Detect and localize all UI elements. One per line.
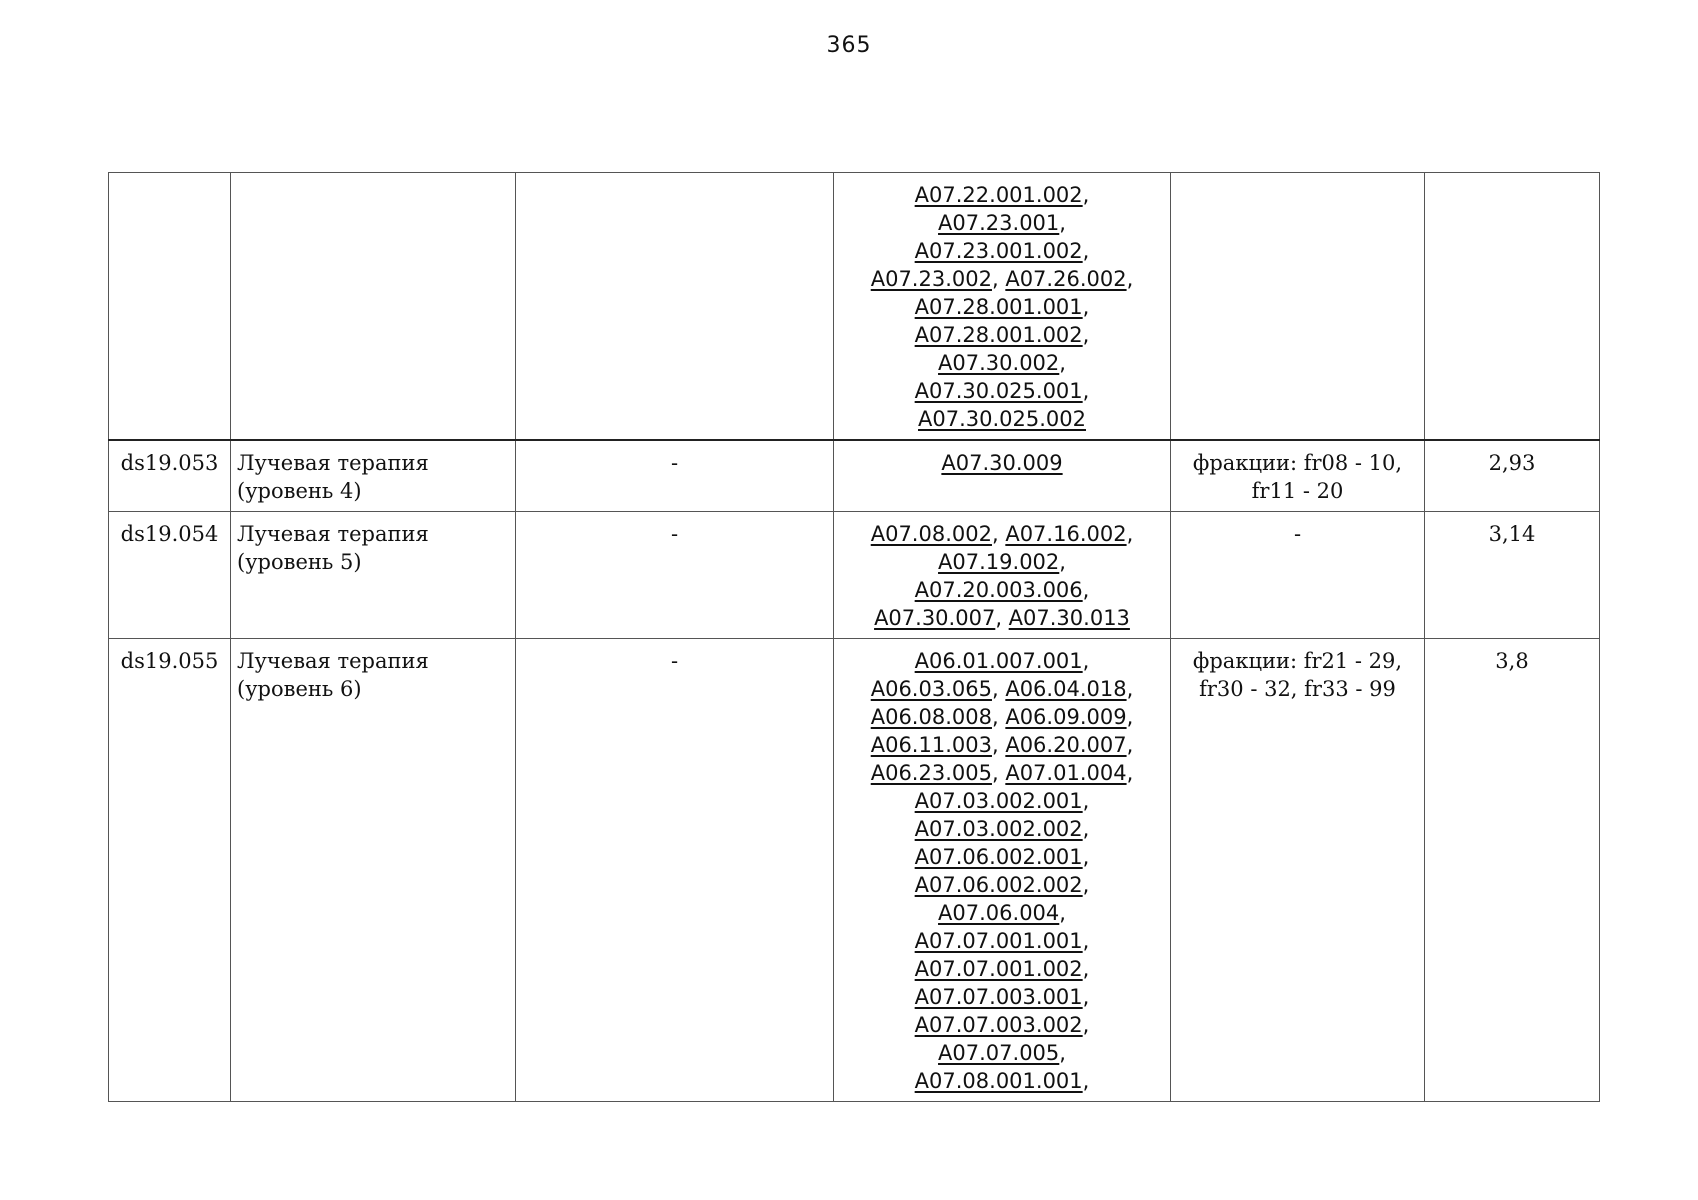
service-code-link[interactable]: A07.08.001.001 xyxy=(914,1069,1083,1093)
ksg-name-cell xyxy=(231,173,516,441)
coefficient-cell: 3,14 xyxy=(1425,512,1600,639)
service-code-line xyxy=(840,1039,1164,1067)
service-code-link[interactable]: A07.19.002 xyxy=(938,550,1060,574)
service-code-line xyxy=(840,237,1164,265)
service-code-link[interactable]: A06.20.007 xyxy=(1005,733,1127,757)
service-code-line xyxy=(840,1067,1164,1095)
service-code-separator: , xyxy=(991,677,1006,701)
service-code-separator: , xyxy=(1082,1013,1090,1037)
page-number: 365 xyxy=(826,33,872,58)
diagnosis-cell: - xyxy=(516,512,834,639)
service-code-link[interactable]: A07.06.004 xyxy=(938,901,1060,925)
service-code-link[interactable]: A07.26.002 xyxy=(1005,267,1127,291)
service-codes-cell xyxy=(834,639,1171,1102)
service-code-separator: , xyxy=(1082,239,1090,263)
service-code-link[interactable]: A07.23.001 xyxy=(938,211,1060,235)
service-code-link[interactable]: A07.07.001.002 xyxy=(914,957,1083,981)
service-code-line xyxy=(840,576,1164,604)
service-code-line xyxy=(840,449,1164,477)
service-code-link[interactable]: A07.03.002.002 xyxy=(914,817,1083,841)
service-code-line xyxy=(840,899,1164,927)
service-code-line xyxy=(840,377,1164,405)
ksg-table xyxy=(108,172,1600,1102)
service-code-link[interactable]: A07.07.003.001 xyxy=(914,985,1083,1009)
service-code-line xyxy=(840,787,1164,815)
coefficient-cell xyxy=(1425,173,1600,441)
service-code-separator: , xyxy=(995,606,1009,630)
service-code-separator: , xyxy=(1082,873,1090,897)
service-code-link[interactable]: A07.23.001.002 xyxy=(914,239,1083,263)
service-code-separator: , xyxy=(1082,985,1090,1009)
fractions-cell xyxy=(1171,173,1425,441)
service-code-line xyxy=(840,703,1164,731)
service-code-separator: , xyxy=(1126,677,1134,701)
service-code-separator: , xyxy=(1082,183,1090,207)
service-code-line xyxy=(840,548,1164,576)
service-code-line xyxy=(840,983,1164,1011)
service-code-separator: , xyxy=(1059,211,1066,235)
service-code-link[interactable]: A07.16.002 xyxy=(1005,522,1127,546)
service-code-line xyxy=(840,1011,1164,1039)
service-code-line xyxy=(840,955,1164,983)
service-code-line xyxy=(840,815,1164,843)
service-code-line xyxy=(840,405,1164,433)
service-codes-cell xyxy=(834,440,1171,512)
service-code-separator: , xyxy=(991,761,1006,785)
service-code-link[interactable]: A07.30.007 xyxy=(874,606,996,630)
service-codes-cell xyxy=(834,173,1171,441)
service-code-separator: , xyxy=(1126,733,1134,757)
service-code-link[interactable]: A07.06.002.001 xyxy=(914,845,1083,869)
service-code-separator: , xyxy=(1082,578,1090,602)
service-code-line xyxy=(840,843,1164,871)
service-code-line xyxy=(840,265,1164,293)
service-code-line xyxy=(840,293,1164,321)
table-row xyxy=(109,440,1600,512)
service-code-separator: , xyxy=(1082,649,1090,673)
service-code-link[interactable]: A07.30.009 xyxy=(941,451,1063,475)
ksg-code: ds19.053 xyxy=(109,440,231,512)
service-code-line xyxy=(840,731,1164,759)
service-code-line xyxy=(840,927,1164,955)
service-code-link[interactable]: A07.30.002 xyxy=(938,351,1060,375)
service-codes-cell xyxy=(834,512,1171,639)
ksg-code-cell xyxy=(109,173,231,441)
service-code-line xyxy=(840,759,1164,787)
coefficient-cell: 2,93 xyxy=(1425,440,1600,512)
service-code-separator: , xyxy=(1059,1041,1066,1065)
service-code-link[interactable]: A07.20.003.006 xyxy=(914,578,1083,602)
service-code-link[interactable]: A07.28.001.001 xyxy=(914,295,1083,319)
service-code-link[interactable]: A07.23.002 xyxy=(870,267,992,291)
service-code-separator: , xyxy=(1059,901,1066,925)
service-code-link[interactable]: A06.09.009 xyxy=(1005,705,1127,729)
service-code-separator: , xyxy=(1126,705,1134,729)
service-code-separator: , xyxy=(1126,761,1134,785)
service-code-line xyxy=(840,349,1164,377)
service-code-link[interactable]: A06.03.065 xyxy=(870,677,992,701)
service-code-link[interactable]: A07.03.002.001 xyxy=(914,789,1083,813)
table-row-continuation xyxy=(109,173,1600,441)
service-code-link[interactable]: A07.30.013 xyxy=(1008,606,1130,630)
service-code-link[interactable]: A07.30.025.001 xyxy=(914,379,1083,403)
service-code-link[interactable]: A07.08.002 xyxy=(870,522,992,546)
ksg-code: ds19.055 xyxy=(109,639,231,1102)
fractions-cell: фракции: fr08 - 10, fr11 - 20 xyxy=(1171,440,1425,512)
ksg-code: ds19.054 xyxy=(109,512,231,639)
service-code-separator: , xyxy=(991,267,1006,291)
service-code-separator: , xyxy=(1126,522,1134,546)
service-code-link[interactable]: A06.23.005 xyxy=(870,761,992,785)
service-code-link[interactable]: A06.11.003 xyxy=(870,733,992,757)
diagnosis-cell xyxy=(516,173,834,441)
fractions-cell: фракции: fr21 - 29, fr30 - 32, fr33 - 99 xyxy=(1171,639,1425,1102)
service-code-separator: , xyxy=(1082,1069,1090,1093)
service-code-separator: , xyxy=(1059,550,1066,574)
service-code-link[interactable]: A07.30.025.002 xyxy=(918,407,1086,431)
service-code-link[interactable]: A07.28.001.002 xyxy=(914,323,1083,347)
service-code-line xyxy=(840,321,1164,349)
ksg-name: Лучевая терапия (уровень 4) xyxy=(231,440,516,512)
diagnosis-cell: - xyxy=(516,440,834,512)
service-code-line xyxy=(840,604,1164,632)
table-row xyxy=(109,512,1600,639)
service-code-separator: , xyxy=(1082,957,1090,981)
diagnosis-cell: - xyxy=(516,639,834,1102)
service-code-link[interactable]: A07.07.005 xyxy=(938,1041,1060,1065)
service-code-line xyxy=(840,675,1164,703)
service-code-link[interactable]: A07.01.004 xyxy=(1005,761,1127,785)
service-code-link[interactable]: A06.01.007.001 xyxy=(914,649,1083,673)
service-code-separator: , xyxy=(1082,323,1090,347)
table-row xyxy=(109,639,1600,1102)
service-code-separator: , xyxy=(1082,817,1090,841)
service-code-separator: , xyxy=(1082,789,1090,813)
service-code-separator: , xyxy=(991,733,1006,757)
service-code-line xyxy=(840,647,1164,675)
service-code-separator: , xyxy=(1082,295,1090,319)
service-code-separator: , xyxy=(1059,351,1066,375)
ksg-name: Лучевая терапия (уровень 6) xyxy=(231,639,516,1102)
ksg-name: Лучевая терапия (уровень 5) xyxy=(231,512,516,639)
service-code-line xyxy=(840,209,1164,237)
service-code-separator: , xyxy=(991,705,1006,729)
service-code-separator: , xyxy=(1082,379,1090,403)
service-code-line xyxy=(840,871,1164,899)
fractions-cell: - xyxy=(1171,512,1425,639)
service-code-line xyxy=(840,520,1164,548)
service-code-link[interactable]: A06.04.018 xyxy=(1005,677,1127,701)
coefficient-cell: 3,8 xyxy=(1425,639,1600,1102)
service-code-link[interactable]: A07.06.002.002 xyxy=(914,873,1083,897)
service-code-separator: , xyxy=(1126,267,1134,291)
service-code-link[interactable]: A07.07.003.002 xyxy=(914,1013,1083,1037)
service-code-link[interactable]: A06.08.008 xyxy=(870,705,992,729)
service-code-link[interactable]: A07.07.001.001 xyxy=(914,929,1083,953)
service-code-separator: , xyxy=(1082,929,1090,953)
service-code-line xyxy=(840,181,1164,209)
service-code-link[interactable]: A07.22.001.002 xyxy=(914,183,1083,207)
service-code-separator: , xyxy=(1082,845,1090,869)
service-code-separator: , xyxy=(991,522,1006,546)
